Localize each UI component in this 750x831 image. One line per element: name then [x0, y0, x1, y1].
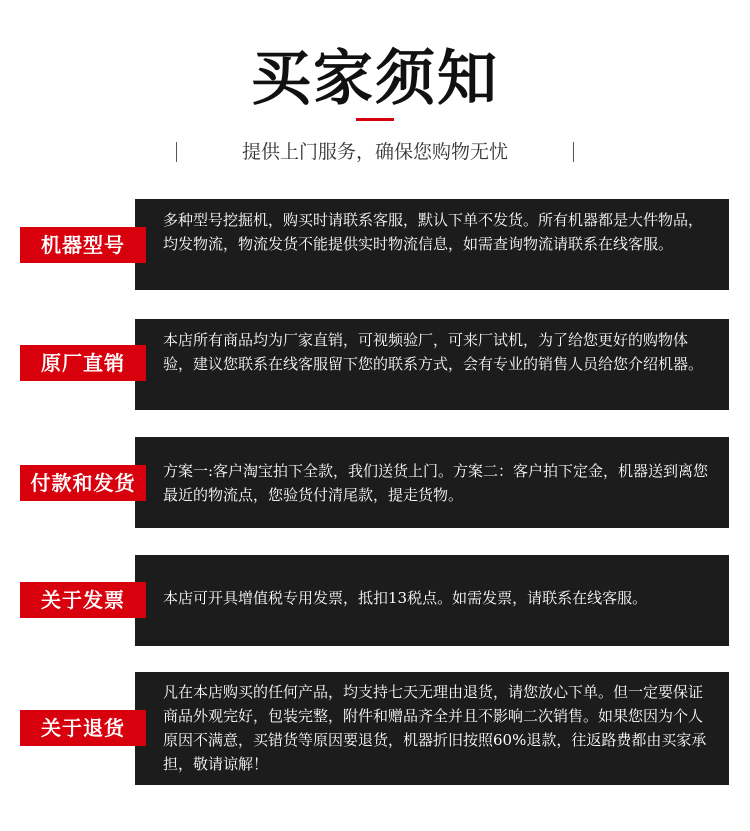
page-title: 买家须知: [251, 44, 499, 114]
section-factory-direct: [0, 319, 750, 410]
info-panel: [135, 199, 729, 290]
section-tag: 机器型号: [20, 227, 146, 263]
section-invoice: [0, 555, 750, 646]
info-text: 本店可开具增值税专用发票，抵扣13税点。如需发票，请联系在线客服。: [163, 589, 648, 607]
info-text: 凡在本店购买的任何产品，均支持七天无理由退货，请您放心下单。但一定要保证商品外观完好，包装完整，附件和赠品齐全并且不影响二次销售。如果您因为个人原因不满意，买错货等原因要退货，机器折旧按照60%退款，往返路费都由买家承担，敬请谅解！: [163, 683, 707, 773]
section-tag: 原厂直销: [20, 345, 146, 381]
section-tag: 付款和发货: [20, 465, 146, 501]
section-returns: [0, 672, 750, 785]
section-payment-shipping: [0, 437, 750, 528]
info-panel: [135, 555, 729, 646]
title-underline: [356, 118, 394, 121]
section-tag: 关于发票: [20, 582, 146, 618]
info-panel: [135, 437, 729, 528]
info-text: 方案一:客户淘宝拍下全款，我们送货上门。方案二：客户拍下定金，机器送到离您最近的物流点，您验货付清尾款，提走货物。: [163, 462, 709, 504]
info-panel: [135, 319, 729, 410]
section-machine-model: [0, 199, 750, 290]
info-panel: [135, 672, 729, 785]
subtitle-divider-right: [573, 142, 574, 162]
subtitle: 提供上门服务，确保您购物无忧: [241, 141, 508, 163]
subtitle-row: [176, 140, 574, 164]
info-text: 多种型号挖掘机，购买时请联系客服，默认下单不发货。所有机器都是大件物品，均发物流，物流发货不能提供实时物流信息，如需查询物流请联系在线客服。: [163, 211, 704, 253]
info-text: 本店所有商品均为厂家直销，可视频验厂，可来厂试机，为了给您更好的购物体验，建议您联系在线客服留下您的联系方式，会有专业的销售人员给您介绍机器。: [163, 331, 704, 373]
section-tag: 关于退货: [20, 710, 146, 746]
